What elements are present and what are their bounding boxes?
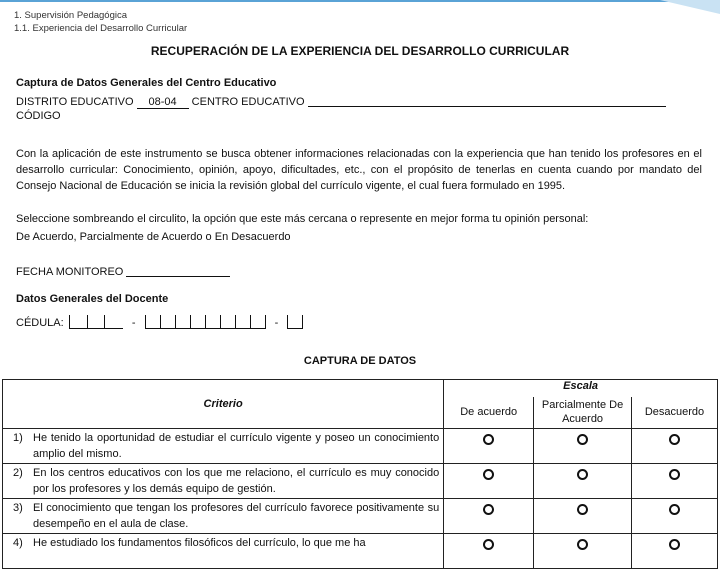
cedula-box[interactable] [176,315,191,329]
distrito-value[interactable]: 08-04 [137,96,189,109]
radio-acuerdo[interactable] [483,504,494,515]
criterion-cell [3,499,444,534]
radio-desacuerdo[interactable] [669,504,680,515]
fecha-label: FECHA MONITOREO [16,266,124,278]
cedula-row [16,315,303,329]
radio-desacuerdo[interactable] [669,434,680,445]
table-row [3,534,718,569]
cedula-box[interactable] [69,315,88,329]
radio-acuerdo[interactable] [483,469,494,480]
criterion-cell [3,534,444,569]
docente-heading: Datos Generales del Docente [16,293,169,305]
captura-title: CAPTURA DE DATOS [303,355,417,367]
cedula-label: CÉDULA: [16,317,64,329]
cedula-box[interactable] [88,315,105,329]
corner-decoration [660,0,720,14]
row-number: 4) [13,537,23,549]
radio-desacuerdo[interactable] [669,539,680,550]
cedula-dash: - [131,317,136,329]
cedula-box[interactable] [236,315,251,329]
col-acuerdo-header: De acuerdo [444,397,534,429]
top-accent-line [0,0,720,2]
criterion-text: He estudiado los fundamentos filosóficos del currículo, lo que me ha [33,537,366,549]
options-line: De Acuerdo, Parcialmente de Acuerdo o En Desacuerdo [16,231,291,243]
instruction-text: Seleccione sombreando el circulito, la opción que este más cercana o represente en mejor forma tu opinión personal: [16,213,589,225]
table-row [3,499,718,534]
section-general-heading: Captura de Datos Generales del Centro Educativo [16,77,277,89]
row-number: 2) [13,467,23,479]
cedula-box[interactable] [161,315,176,329]
radio-acuerdo[interactable] [483,539,494,550]
fecha-field[interactable] [126,264,230,277]
cedula-box[interactable] [191,315,206,329]
cedula-box[interactable] [221,315,236,329]
breadcrumb-line-2: 1.1. Experiencia del Desarrollo Curricular [14,23,188,34]
radio-parcial[interactable] [577,539,588,550]
centro-field[interactable] [308,94,666,107]
cedula-box[interactable] [206,315,221,329]
criterion-text: El conocimiento que tengan los profesores del currículo favorece positivamente su desempeño en el aula de clase. [33,502,440,530]
criterion-text: He tenido la oportunidad de estudiar el currículo vigente y poseo un conocimiento amplio del mismo. [33,432,440,460]
criterio-header: Criterio [3,380,444,429]
row-number: 3) [13,502,23,514]
cedula-box[interactable] [145,315,161,329]
intro-paragraph: Con la aplicación de este instrumento se busca obtener informaciones relacionadas con la experiencia que han tenido los profesores en el desarrollo curricular: Conocimiento, opinión, apoyo, dificultades, etc., con el propósito de tenerlas en cuenta cuando por mandato del Consejo Nacional de Educación se inicia la revisión global del currículo vigente, el cual fuera formulado en 1995. [16,148,702,192]
document-title: RECUPERACIÓN DE LA EXPERIENCIA DEL DESARROLLO CURRICULAR [150,44,570,58]
criterion-cell [3,429,444,464]
distrito-label: DISTRITO EDUCATIVO [16,96,134,108]
criteria-table [2,379,718,569]
centro-label: CENTRO EDUCATIVO [191,96,305,108]
breadcrumb-line-1: 1. Supervisión Pedagógica [14,10,128,21]
escala-header: Escala [444,380,718,397]
cedula-dash: - [274,317,279,329]
radio-desacuerdo[interactable] [669,469,680,480]
criterion-text: En los centros educativos con los que me relaciono, el currículo es muy conocido por los profesores y los demás equipo de gestión. [33,467,440,495]
radio-parcial[interactable] [577,434,588,445]
cedula-box[interactable] [287,315,303,329]
radio-parcial[interactable] [577,504,588,515]
criterion-cell [3,464,444,499]
radio-acuerdo[interactable] [483,434,494,445]
cedula-box[interactable] [251,315,266,329]
table-row [3,429,718,464]
fecha-row [16,264,230,278]
distrito-row [16,94,666,109]
cedula-box[interactable] [105,315,123,329]
codigo-label: CÓDIGO [16,110,61,122]
radio-parcial[interactable] [577,469,588,480]
col-parcial-header: Parcialmente De Acuerdo [534,397,632,429]
table-row [3,464,718,499]
row-number: 1) [13,432,23,444]
col-desacuerdo-header: Desacuerdo [632,397,718,429]
